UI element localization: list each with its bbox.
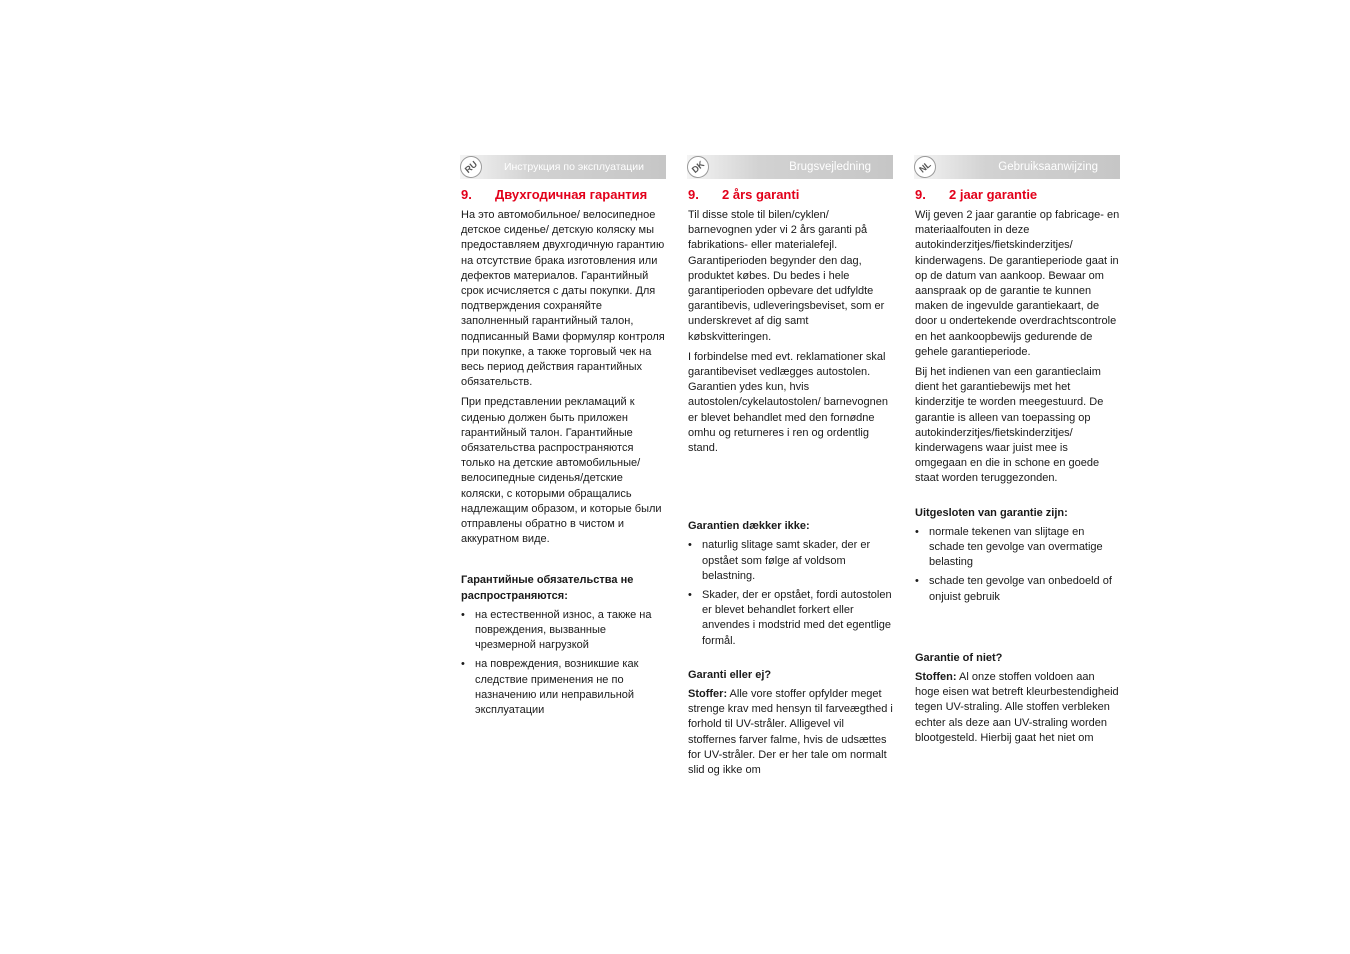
section-number-dk: 9.	[688, 187, 699, 202]
list-item: • naturlig slitage samt skader, der er opstået som følge af voldsom belastning.	[688, 538, 893, 584]
paragraph-dk-1: Til disse stole til bilen/cyklen/ barnevognen yder vi 2 års garanti på fabrikations- eller materialefejl. Garantiperioden begynder den dag, produktet købes. Du bedes i hele garantiperioden opbevare det udfyldte garantibevis, udleveringsbeviset, som er underskrevet af dig samt købskvitteringen.	[688, 209, 885, 343]
list-item: • schade ten gevolge van onbedoeld of onjuist gebruik	[915, 574, 1120, 604]
exclusions-list-ru	[461, 608, 666, 718]
exclusions-heading-dk: Garantien dækker ikke:	[688, 520, 810, 533]
fabric-lead-dk: Stoffer:	[688, 688, 728, 701]
exclusions-heading-nl: Uitgesloten van garantie zijn:	[915, 506, 1068, 519]
section-title-dk	[688, 187, 893, 202]
header-title-ru: Инструкция по эксплуатации	[503, 161, 644, 173]
paragraph-ru-2: При представлении рекламаций к сиденью должен быть приложен гарантийный талон. Гарантийные обязательства распространяются только на детские автомобильные/ велосипедные сиденья/детские коляски, с которыми обращались надлежащим образом, и которые были отправлены обратно в чистом и аккуратном виде.	[461, 396, 662, 546]
exclusions-list-dk	[688, 538, 893, 648]
language-badge-dk: DK	[683, 152, 714, 183]
list-item: • Skader, der er opstået, fordi autostolen er blevet behandlet forkert eller anvendes i modstrid med det egentlige formål.	[688, 588, 893, 649]
fabric-paragraph-dk	[688, 687, 893, 778]
language-badge-nl: NL	[910, 152, 941, 183]
section-number-ru: 9.	[461, 187, 472, 202]
list-item: • на повреждения, возникшие как следствие применения не по назначению или неправильной эксплуатации	[461, 657, 666, 718]
paragraph-nl-1: Wij geven 2 jaar garantie op fabricage- en materiaalfouten in deze autokinderzitjes/fietskinderzitjes/ kinderwagens. De garantieperiode gaat in op de datum van aankoop. Bewaar om aanspraak op de garantie te kunnen maken de ingevulde garantiekaart, de door u ondertekende overdrachtscontrole en het aankoopbewijs gedurende de gehele garantieperiode.	[915, 209, 1120, 358]
section-title-nl	[915, 187, 1120, 202]
header-title-dk: Brugsvejledning	[789, 161, 871, 173]
fabric-text-nl: Al onze stoffen voldoen aan hoge eisen wat betreft kleurbestendigheid tegen UV-straling. Alle stoffen verbleken echter als deze aan UV-straling worden blootgesteld. Hierbij gaat het niet om	[915, 671, 1119, 744]
exclusions-heading-ru: Гарантийные обязательства не распространяются:	[461, 574, 634, 602]
list-item: • normale tekenen van slijtage en schade ten gevolge van overmatige belasting	[915, 525, 1120, 571]
column-ru	[461, 155, 666, 723]
section-title-text-dk: 2 års garanti	[722, 187, 800, 202]
list-item: • на естественной износ, а также на повреждения, вызванные чрезмерной нагрузкой	[461, 608, 666, 654]
warranty-heading-dk: Garanti eller ej?	[688, 668, 772, 681]
language-badge-ru: RU	[456, 152, 487, 183]
fabric-paragraph-nl	[915, 670, 1120, 746]
paragraph-nl-2: Bij het indienen van een garantieclaim dient het garantiebewijs met het kinderzitje te worden meegestuurd. De garantie is alleen van toepassing op autokinderzitjes/fietskinderzitjes/ kinderwagens waar juist mee is omgegaan en die in schone en goede staat worden teruggezonden.	[915, 366, 1104, 485]
paragraph-dk-2: I forbindelse med evt. reklamationer skal garantibeviset vedlægges autostolen. Garantien ydes kun, hvis autostolen/cykelautostolen/ barnevognen er blevet behandlet med den fornødne omhu og returneres i ren og ordentlig stand.	[688, 350, 888, 455]
fabric-text-dk: Alle vore stoffer opfylder meget strenge krav med hensyn til farveægthed i forhold til UV-stråler. Alligevel vil stoffernes farver falme, hvis de udsættes for UV-stråler. Der er her tale om normalt slid og ikke om	[688, 688, 893, 777]
section-title-text-ru: Двухгодичная гарантия	[495, 187, 648, 202]
exclusions-list-nl	[915, 525, 1120, 605]
column-nl	[915, 155, 1120, 751]
paragraph-ru-1: На это автомобильное/ велосипедное детское сиденье/ детскую коляску мы предоставляем двухгодичную гарантию на отсутствие брака изготовления или дефектов материалов. Гарантийный срок исчисляется с даты покупки. Для подтверждения сохраняйте заполненный гарантийный талон, подписанный Вами формуляр контроля при покупке, а также торговый чек на весь период действия гарантийных обязательств.	[461, 209, 665, 389]
header-bar-dk	[687, 155, 893, 179]
column-dk	[688, 155, 893, 783]
section-number-nl: 9.	[915, 187, 926, 202]
header-title-nl: Gebruiksaanwijzing	[998, 161, 1098, 173]
warranty-heading-nl: Garantie of niet?	[915, 651, 1003, 664]
header-bar-ru	[460, 155, 666, 179]
header-bar-nl	[914, 155, 1120, 179]
section-title-ru	[461, 187, 666, 202]
fabric-lead-nl: Stoffen:	[915, 671, 957, 684]
section-title-text-nl: 2 jaar garantie	[949, 187, 1038, 202]
